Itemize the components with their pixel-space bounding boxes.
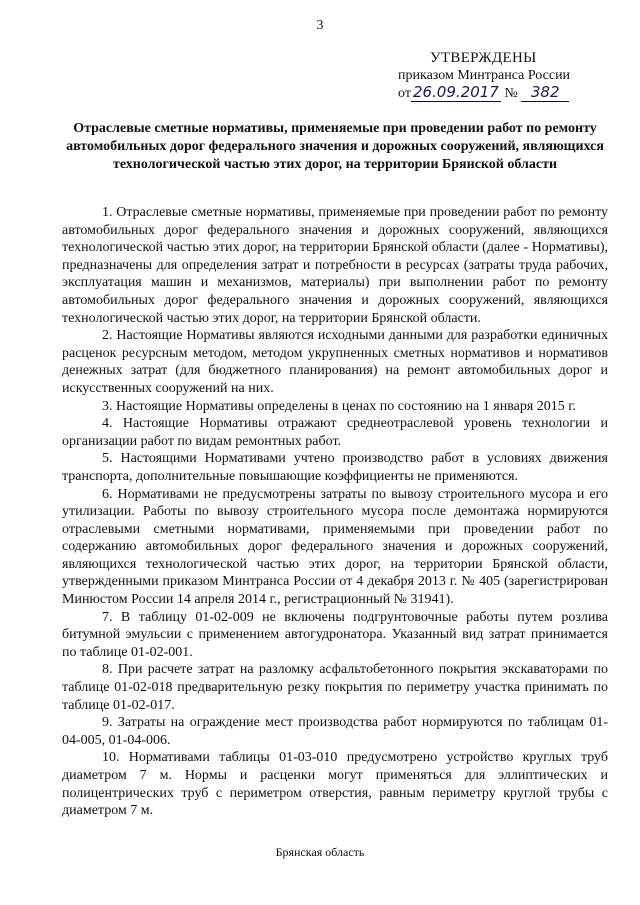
page-number: 3 <box>316 18 324 33</box>
paragraph: 1. Отраслевые сметные нормативы, применяемые при проведении работ по ремонту автомобильных дорог федерального значения и дорожных сооружений, являющихся технологической частью этих дорог, на территории Брянской области (далее - Нормативы), предназначены для определения затрат и потребности в ресурсах (затраты труда рабочих, эксплуатация машин и механизмов, материалы) при выполнении работ по ремонту автомобильных дорог федерального значения и дорожных сооружений, являющихся технологической частью этих дорог, на территории Брянской области. <box>62 205 608 326</box>
handwritten-number: 382 <box>521 84 569 102</box>
paragraph: 10. Нормативами таблицы 01-03-010 предусмотрено устройство круглых труб диаметром 7 м. Нормы и расценки могут применяться для эллиптических и полицентрических труб с периметром отверстия, равным периметру круглой трубы с диаметром 7 м. <box>62 750 608 819</box>
approval-date-number <box>398 84 570 102</box>
paragraph: 9. Затраты на ограждение мест производства работ нормируются по таблицам 01-04-005, 01-04-006. <box>62 715 608 748</box>
paragraph: 2. Настоящие Нормативы являются исходными данными для разработки единичных расценок ресурсным методом, методом укрупненных сметных нормативов и нормативов денежных затрат (для бюджетного планирования) на ремонт автомобильных дорог и искусственных сооружений на них. <box>62 328 608 396</box>
paragraph: 6. Нормативами не предусмотрены затраты по вывозу строительного мусора и его утилизации. Работы по вывозу строительного мусора после демонтажа нормируются отраслевыми сметными нормативами, применяемыми при проведении работ по содержанию автомобильных дорог федерального значения и дорожных сооружений, являющихся технологической частью этих дорог, на территории Брянской области, утвержденными приказом Минтранса России от 4 декабря 2013 г. № 405 (зарегистрирован Минюстом России 14 апреля 2014 г., регистрационный № 31941). <box>62 486 608 608</box>
approval-stamp <box>398 50 570 102</box>
approval-heading: УТВЕРЖДЕНЫ <box>430 50 537 66</box>
date-prefix: от <box>398 86 411 101</box>
document-title: Отраслевые сметные нормативы, применяемые при проведении работ по ремонту автомобильных дорог федерального значения и дорожных сооружений, являющихся технологической частью этих дорог, на территории Брянской области <box>66 121 604 172</box>
paragraph: 5. Настоящими Нормативами учтено производство работ в условиях движения транспорта, дополнительные повышающие коэффициенты не применяются. <box>62 451 608 484</box>
paragraph: 4. Настоящие Нормативы отражают среднеотраслевой уровень технологии и организации работ по видам ремонтных работ. <box>62 416 608 449</box>
number-prefix: № <box>504 86 518 101</box>
paragraph: 7. В таблицу 01-02-009 не включены подгрунтовочные работы путем розлива битумной эмульсии с применением автогудронатора. Указанный вид затрат принимается по таблице 01-02-001. <box>62 609 608 660</box>
approval-order-line: приказом Минтранса России <box>398 68 571 83</box>
handwritten-date: 26.09.2017 <box>412 83 499 101</box>
paragraph: 3. Настоящие Нормативы определены в ценах по состоянию на 1 января 2015 г. <box>102 398 576 414</box>
document-body <box>62 204 608 820</box>
page-footer: Брянская область <box>275 845 365 859</box>
paragraph: 8. При расчете затрат на разломку асфальтобетонного покрытия экскаваторами по таблице 01-02-018 предварительную резку покрытия по периметру участка принимать по таблице 01-02-017. <box>62 662 608 713</box>
